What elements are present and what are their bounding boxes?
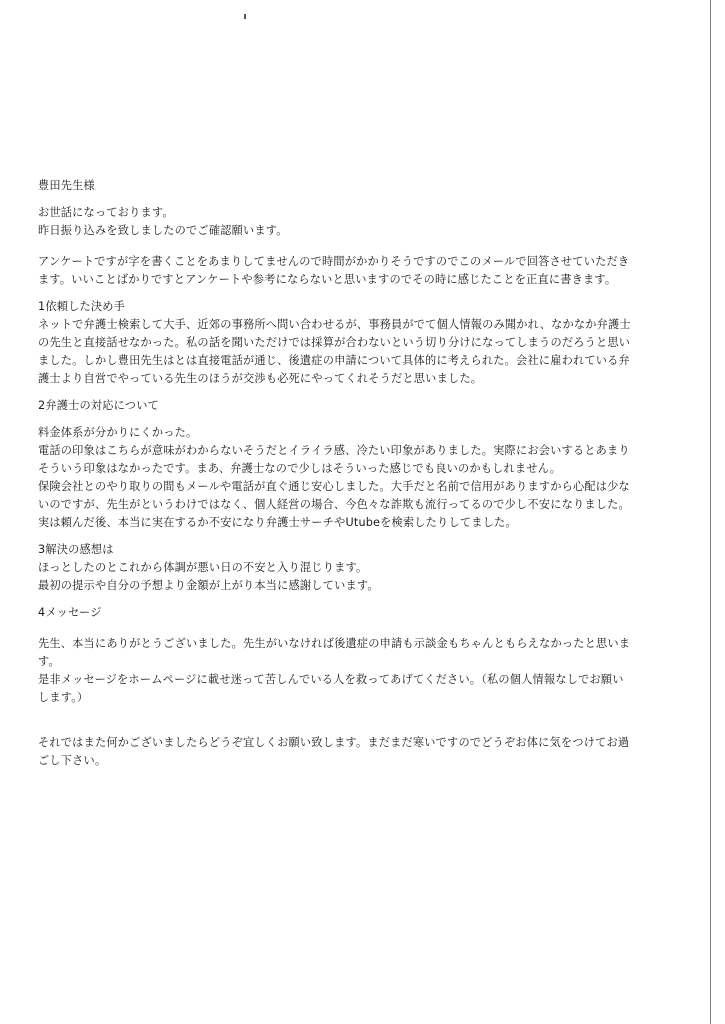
section-line: 護士より自営でやっている先生のほうが交渉も必死にやってくれそうだと思いました。 [38, 372, 483, 385]
section-line: 電話の印象はこちらが意味がわからないそうだとイライラ感、冷たい印象がありました。実際にお会いするとあまり [38, 444, 630, 457]
closing-line: それではまた何かございましたらどうぞ宜しくお願い致します。まだまだ寒いですのでどうぞお体に気をつけてお過 [38, 736, 630, 749]
intro-line: ます。いいことばかりですとアンケートや参考にならないと思いますのでその時に感じたことを正直に書きます。 [38, 273, 617, 286]
section-line: 実は頼んだ後、本当に実在するか不安になり弁護士サーチやUtubeを検索したりしてました。 [38, 516, 517, 529]
section-line: 是非メッセージをホームページに載せ迷って苦しんでいる人を救ってあげてください。（私の個人情報なしでお願い [38, 673, 624, 686]
section-line: の先生と直接話せなかった。私の話を聞いただけでは採算が合わないという切り分けになってしまうのだろうと思い [38, 336, 631, 349]
section-line: す。 [38, 655, 60, 668]
section-heading: 4メッセージ [38, 606, 102, 619]
section-line: 先生、本当にありがとうございました。先生がいなければ後遺症の申請も示談金もちゃんともらえなかったと思いま [38, 637, 631, 650]
section-line: いのですが、先生がというわけではなく、個人経営の場合、今色々な詐欺も流行ってるので少し不安になりました。 [38, 498, 630, 511]
section-heading: 2弁護士の対応について [38, 399, 159, 412]
section-heading: 3解決の感想は [38, 543, 114, 556]
section-line: 最初の提示や自分の予想より金額が上がり本当に感謝しています。 [38, 579, 379, 592]
section-line: そういう印象はなかったです。まあ、弁護士なので少しはそういった感じでも良いのかもしれません。 [38, 462, 562, 475]
section-line: ほっとしたのとこれから体調が悪い日の不安と入り混じります。 [38, 561, 368, 574]
greeting-line: お世話になっております。 [38, 206, 174, 219]
section-line: 料金体系が分かりにくかった。 [38, 426, 198, 439]
greeting-line: 昨日振り込みを致しましたのでご確認願います。 [38, 224, 288, 237]
section-line: ネットで弁護士検索して大手、近郊の事務所へ問い合わせるが、事務員がでて個人情報のみ聞かれ、なかなか弁護士 [38, 318, 631, 331]
section-line: 保険会社とのやり取りの間もメールや電話が直ぐ通じ安心しました。大手だと名前で信用がありますから心配は少な [38, 480, 630, 493]
section-line: します。） [38, 691, 89, 704]
section-line: ました。しかし豊田先生はとは直接電話が通じ、後遺症の申請について具体的に考えられた。会社に雇われている弁 [38, 354, 630, 367]
section-heading: 1依頼した決め手 [38, 300, 126, 313]
intro-line: アンケートですが字を書くことをあまりしてませんので時間がかかりそうですのでこのメールで回答させていただき [38, 255, 630, 268]
scan-speck [244, 14, 246, 19]
salutation: 豊田先生様 [38, 179, 95, 192]
letter-body [38, 177, 678, 770]
closing-line: ごし下さい。 [38, 754, 107, 767]
scan-edge-line [710, 0, 711, 1024]
